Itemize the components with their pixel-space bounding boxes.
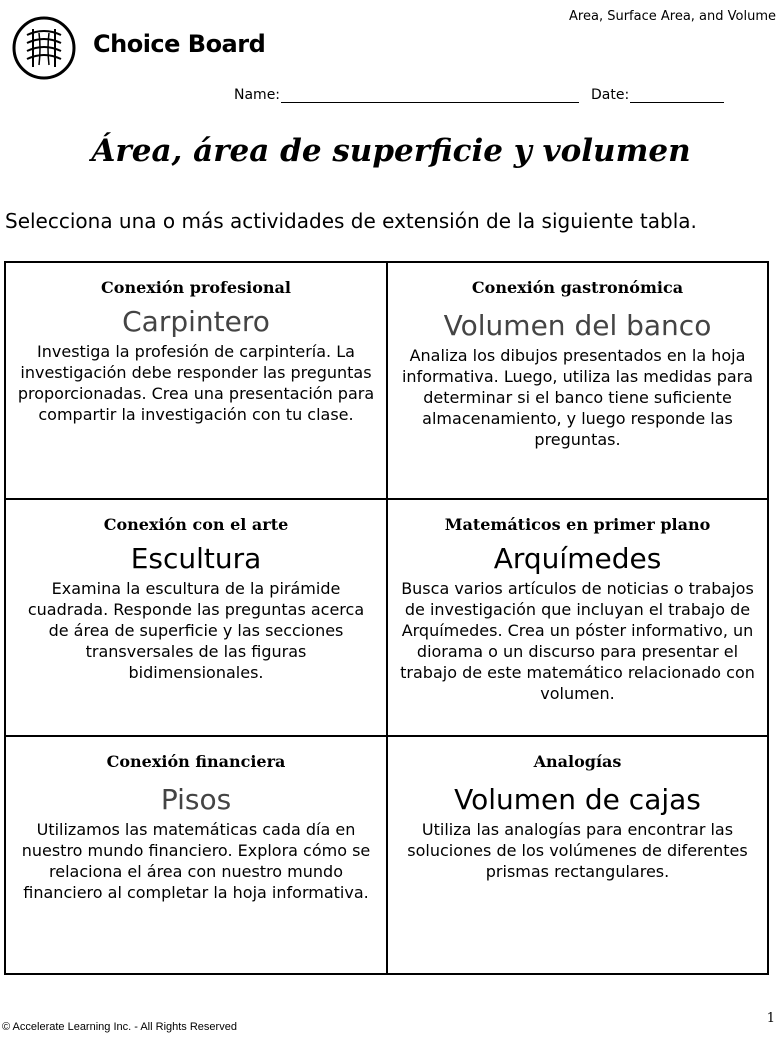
cell-category: Conexión profesional (101, 278, 291, 297)
cell-category: Analogías (533, 752, 622, 771)
name-field-line[interactable] (281, 87, 579, 103)
cell-activity: Arquímedes (493, 542, 662, 575)
brand-title: Choice Board (93, 30, 266, 58)
cell-description: Examina la escultura de la pirámide cuadrada. Responde las preguntas acerca de área de superficie y las secciones transversales de las figuras bidimensionales. (27, 579, 365, 682)
choice-cell (6, 737, 388, 973)
choice-board-logo-icon (11, 15, 77, 81)
name-label: Name: (234, 87, 281, 103)
cell-category: Matemáticos en primer plano (444, 515, 711, 534)
choice-cell (388, 263, 767, 500)
cell-description: Busca varios artículos de noticias o trabajos de investigación que incluyan el trabajo de Arquímedes. Crea un póster informativo, un diorama o un discurso para presentar el trabajo de este matemático relacionado con volumen. (400, 579, 755, 703)
cell-description: Utiliza las analogías para encontrar las soluciones de los volúmenes de diferentes prismas rectangulares. (407, 820, 748, 881)
cell-category: Conexión gastronómica (471, 278, 684, 297)
choice-cell (388, 737, 767, 973)
cell-activity: Escultura (130, 542, 262, 575)
subject-header: Area, Surface Area, and Volume (569, 9, 776, 24)
date-label: Date: (591, 87, 630, 103)
page-number: 1 (766, 1011, 775, 1026)
cell-activity: Pisos (160, 783, 232, 816)
copyright-footer: © Accelerate Learning Inc. - All Rights Reserved (2, 1021, 237, 1033)
page-title: Área, área de superficie y volumen (91, 133, 691, 169)
cell-activity: Volumen de cajas (454, 783, 701, 816)
cell-activity: Carpintero (122, 305, 270, 338)
date-field-line[interactable] (630, 87, 724, 103)
choice-cell (6, 500, 388, 737)
name-date-row (234, 87, 724, 103)
cell-category: Conexión con el arte (103, 515, 289, 534)
choice-board-table (4, 261, 769, 975)
cell-description: Investiga la profesión de carpintería. La investigación debe responder las preguntas proporcionadas. Crea una presentación para compartir la investigación con tu clase. (17, 342, 375, 424)
choice-cell (6, 263, 388, 500)
choice-cell (388, 500, 767, 737)
cell-description: Utilizamos las matemáticas cada día en nuestro mundo financiero. Explora cómo se relaciona el área con nuestro mundo financiero al completar la hoja informativa. (21, 820, 371, 902)
instruction-text: Selecciona una o más actividades de extensión de la siguiente tabla. (5, 209, 697, 233)
cell-description: Analiza los dibujos presentados en la hoja informativa. Luego, utiliza las medidas para determinar si el banco tiene suficiente almacenamiento, y luego responde las preguntas. (401, 346, 754, 449)
cell-category: Conexión financiera (106, 752, 286, 771)
cell-activity: Volumen del banco (443, 309, 712, 342)
